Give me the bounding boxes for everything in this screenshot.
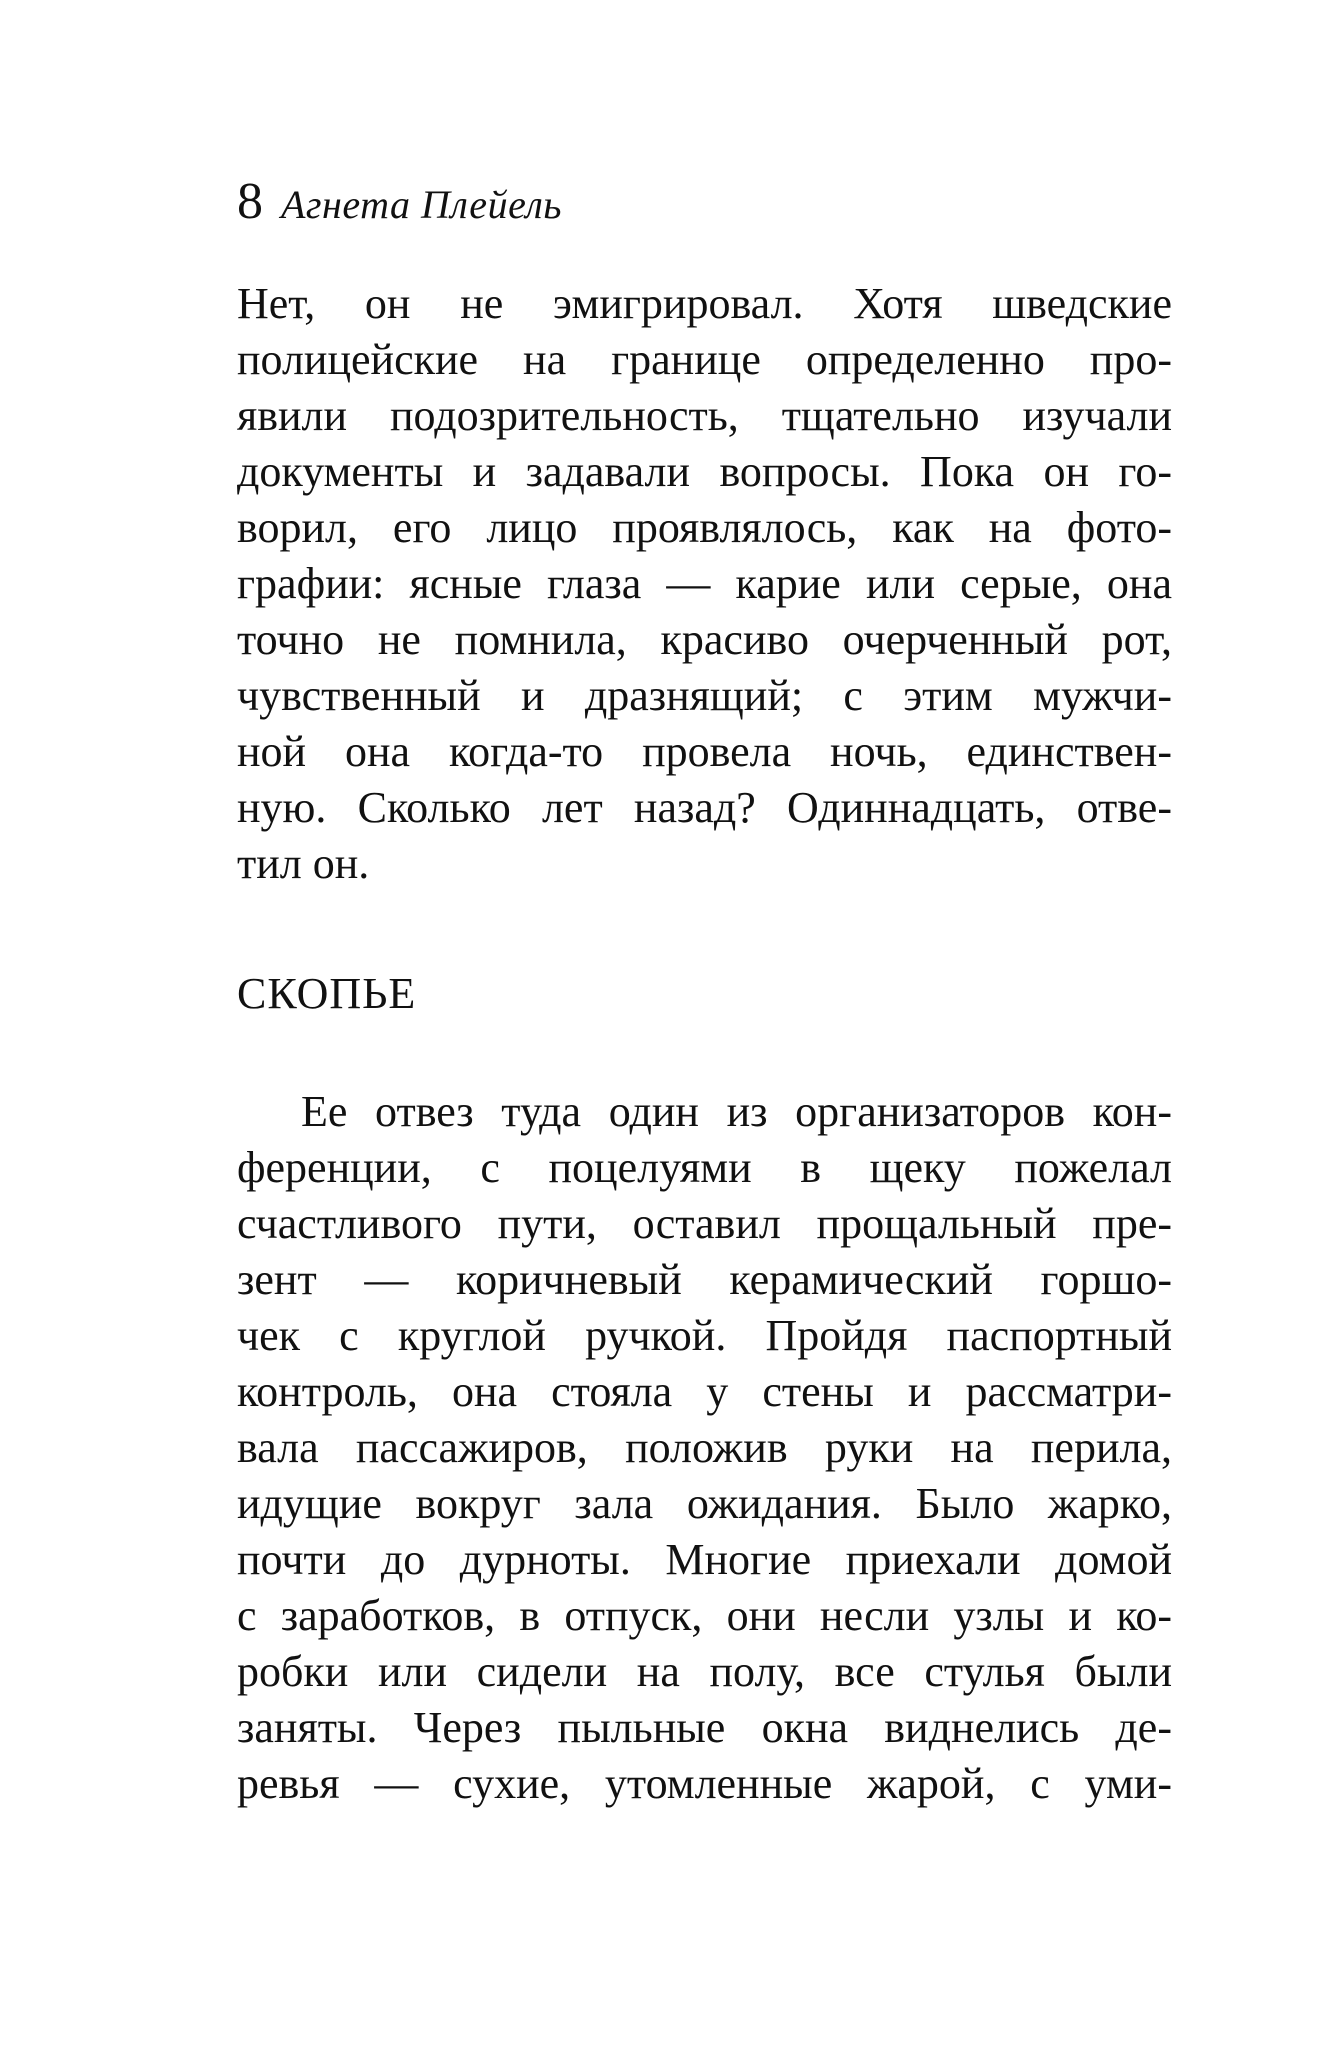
paragraph-2-line: почти до дурноты. Многие приехали домой [237,1535,1172,1584]
paragraph-2-line: счастливого пути, оставил прощальный пре- [237,1199,1172,1248]
paragraph-1 [237,276,1172,892]
paragraph-2-line: идущие вокруг зала ожидания. Было жарко, [237,1479,1172,1528]
paragraph-1-line: тил он. [237,839,370,888]
paragraph-2-line: ревья — сухие, утомленные жарой, с уми- [237,1759,1172,1808]
paragraph-2-line: чек с круглой ручкой. Пройдя паспортный [237,1311,1172,1360]
paragraph-2-line: робки или сидели на полу, все стулья были [237,1647,1172,1696]
paragraph-2-line: вала пассажиров, положив руки на перила, [237,1423,1172,1472]
paragraph-2-line: с заработков, в отпуск, они несли узлы и ко- [237,1591,1172,1640]
paragraph-1-line: графии: ясные глаза — карие или серые, она [237,559,1172,608]
running-head-author: Агнета Плейель [281,182,562,227]
paragraph-1-line: ную. Сколько лет назад? Одиннадцать, отве- [237,783,1172,832]
running-head [237,172,562,232]
paragraph-1-line: Нет, он не эмигрировал. Хотя шведские [237,279,1172,328]
section-heading: СКОПЬЕ [237,969,417,1018]
paragraph-2-line: зент — коричневый керамический горшо- [237,1255,1172,1304]
paragraph-2-line: контроль, она стояла у стены и рассматри- [237,1367,1172,1416]
paragraph-1-line: полицейские на границе определенно про- [237,335,1172,384]
paragraph-2-line: заняты. Через пыльные окна виднелись де- [237,1703,1172,1752]
paragraph-1-line: ной она когда-то провела ночь, единствен- [237,727,1172,776]
paragraph-1-line: явили подозрительность, тщательно изучали [237,391,1172,440]
paragraph-2 [237,1084,1172,1812]
paragraph-1-line: точно не помнила, красиво очерченный рот, [237,615,1172,664]
page-number: 8 [237,173,263,230]
paragraph-2-line: Ее отвез туда один из организаторов кон- [301,1087,1172,1136]
paragraph-2-line: ференции, с поцелуями в щеку пожелал [237,1143,1172,1192]
paragraph-1-line: документы и задавали вопросы. Пока он го- [237,447,1172,496]
paragraph-1-line: чувственный и дразнящий; с этим мужчи- [237,671,1172,720]
paragraph-1-line: ворил, его лицо проявлялось, как на фото- [237,503,1172,552]
